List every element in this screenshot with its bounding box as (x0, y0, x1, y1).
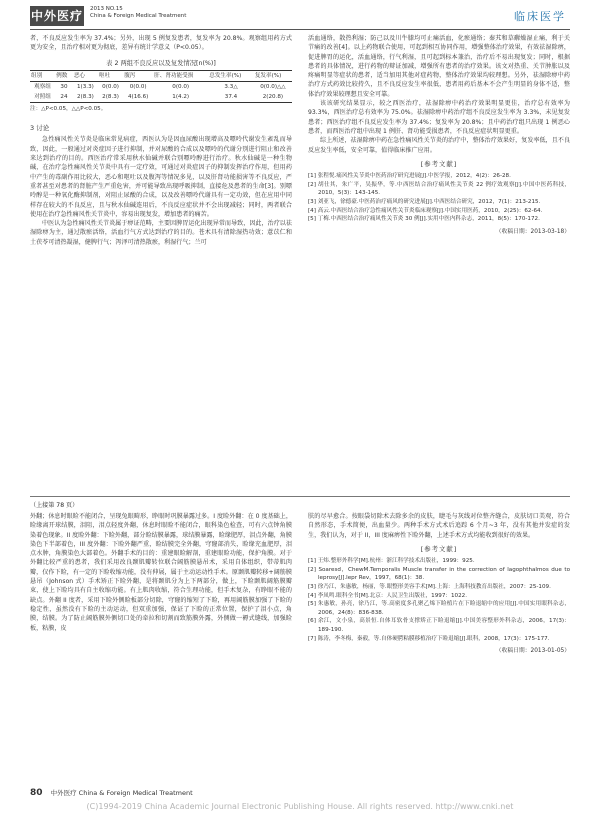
reference-item: [5] 朱惠敏，孙亮，徐乃江，等.高密度多孔聚乙烯下睑植片在下睑退缩中的应用[J].中国实用眼科杂志，2006，24(8)：836-838. (308, 601, 570, 616)
table-header-row (30, 70, 292, 81)
reference-item: [2] 胡仕其，朱广平，吴振华，等.中西医结合治疗痛风性关节炎 22 例疗效观察[J].中国中医药科技，2010，5(3)：143-145. (308, 181, 570, 197)
page-footer (30, 788, 193, 798)
issue-number: 2013 NO.15 (90, 6, 123, 12)
table-cell: 24 (55, 92, 73, 103)
table-header-cell: 例数 (55, 70, 73, 81)
table-cell: 1(3.3) (76, 83, 94, 90)
table-cell: 3.3△ (224, 83, 238, 90)
table-note: 注：△P<0.05，△△P<0.05。 (30, 105, 107, 112)
top-left-column (30, 34, 292, 247)
table-header-cell: 总发生率(%) (208, 70, 254, 81)
reference-item: [4] 高云.中西医结合治疗急性痛风性关节炎临床观察[J].中国实用医药，2010，2(25)：62-64. (308, 207, 543, 214)
reference-item: [3] 刘亚飞，徐德豪.中医药治疗痛风的研究进展[J].中西医结合研究，2012，7(1)：213-215. (308, 198, 541, 205)
discussion-paragraph: 急性痛风性关节炎是临床常见病症，西医认为是因血尿酸出现增高及嘌呤代谢发生紊乱而导致，因此，一般通过对炎症因子进行抑制，并对尿酸的合成以及嘌呤的代谢分别进行阻止和改善来达到治疗的目的。西医治疗常采用秋水仙碱并联合别嘌呤醇进行治疗。秋水仙碱是一种生物碱，在治疗急性痛风性关节炎中具有一定疗效，可通过对炎症因子的抑制发挥治疗作用，但用药中产生的毒副作用比较大，恶心和呕吐以及腹泻等情况多见，以及肝肾功能损害等不良反应，严重者甚至对患者的肾脏产生严重危害，并可能导致出现呼吸抑制，直接危及患者的生命[3]。别嘌呤醇是一种氧化酶抑制剂，对阻止尿酸的合成，以及改善嘌呤代谢具有一定功效，但在应用中同样存在较大的不良反应，且与秋水仙碱连用后，不良反应症状并不会出现减轻；同时，两者联合使用在治疗急性痛风性关节炎中，容易出现复发，增加患者的痛苦。 (30, 136, 292, 218)
received-date: （收稿日期：2013-03-18） (495, 228, 570, 235)
discussion-heading: 3 讨论 (30, 124, 50, 133)
table-cell: 2(20.8) (254, 92, 292, 103)
table-cell: 4(16.6) (123, 92, 153, 103)
table-cell: 0(0.0) (102, 83, 119, 90)
table-cell: 对照组 (30, 92, 55, 103)
bottom-right-column (308, 512, 570, 656)
reference-item: [1] 张程悦.痛风性关节炎中医药治疗研究进展[J].中医学报，2012，4(2)：26-28. (308, 173, 511, 180)
table-row (30, 92, 292, 103)
table-cell: 0(0.0) (172, 83, 190, 90)
header-rule (30, 29, 570, 30)
table-cell: 0(0.0)△△ (260, 83, 286, 90)
discussion-paragraph: 该该研究结果显示，较之西医治疗，祛湿除痹中药治疗效果明显更佳，治疗总有效率为 93.3%，西医治疗总有效率为 75.0%。祛湿除痹中药治疗组不良反应发生率为 3.3%，未见复发患者；西医治疗组不良反应发生率为 37.4%；复发率为 20.8%；且中药治疗组只出现 1 例恶心患者，而西医治疗组中出现 1 例肝、肾功能受损患者，不良反应症状明显更重。 (308, 100, 570, 135)
table-cell: 2(8.3) (73, 92, 98, 103)
references-heading: [参考文献] (420, 159, 458, 168)
results-paragraph: 者，不良反应发生率为 37.4%；另外，出现 5 例复发患者，复发率为 20.8%。观察组用药方式更为安全，且治疗相对更为彻底，差异有统计学意义（P<0.05）。 (30, 35, 292, 52)
reference-item: [2] Soaresd，ChewM.Temporalis Muscle transfer in the correction of lagophthalmos due to leprosy[J].lepr Rev，1997，68(1)：38. (308, 566, 570, 582)
reference-item: [4] 李凤鸣.眼科全书[M].北京：人民卫生出版社，1997：1022. (308, 592, 467, 599)
issue-info (90, 6, 186, 20)
copyright-watermark: (C)1994-2019 China Academic Journal Electronic Publishing House. All rights reserved. http://www.cnki.net (86, 802, 514, 811)
table-cell: 2(8.3) (98, 92, 123, 103)
table-header-cell: 恶心 (73, 70, 98, 81)
received-date: （收稿日期：2013-01-05） (495, 648, 570, 655)
reference-item: [1] 王炜.整形外科学[M].杭州：浙江科学技术出版社，1999：925. (308, 558, 475, 565)
bottom-left-column (30, 512, 292, 633)
article-divider (30, 496, 570, 497)
reference-item: [7] 陈涛，李冬梅，秦毅，等.自体硬腭粘膜移植治疗下睑退缩[J].眼科，2008，17(3)：175-177. (308, 635, 550, 642)
page-header (0, 0, 600, 30)
table-title: 表 2 两组不良反应以及复发情况[n(%)] (106, 59, 216, 67)
table-header-cell: 复发率(%) (254, 70, 292, 81)
top-right-column (308, 34, 570, 237)
article-paragraph: 肤的尽早愈合。按眼袋切除术去除多余的皮肤，睫毛与灰线对位整齐缝合，皮肤切口美观，符合自然形态，手术简便，出血量少。两种手术方式术后追踪 6 个月~3 年，没有其他并发症的发生，我们认为，对于 II，III 度麻痹性下睑外翻，上述手术方式均能收到很好的效果。 (308, 513, 570, 539)
table-header-cell: 肝、肾功能受损 (153, 70, 208, 81)
reference-item: [5] 丁梅.中西医结合治疗痛风性关节炎 30 例[J].实用中医内科杂志，2011，8(5)：170-172. (308, 216, 540, 223)
table-header-cell: 腹泻 (123, 70, 153, 81)
discussion-paragraph: 活血通络，散热利湿；防己以及川牛膝均可止痛活血，化瘀通络；秦艽和草薢燥湿止痛，利于关节痛的改善[4]。以上药物联合使用，可起到相互协同作用，增强整体治疗效果，有效祛湿除痹，促进脾胃的运化，活血通络，行气利湿，且可起到标本兼治，治疗后不易出现复发；同时，根据患者的具体情况，进行药物的辩证加减，增强所有患者的治疗效果。该文对热重、关节肿胀以及疼痛明显等症状的患者，适当加用其他对症药物，整体治疗效果均较理想。另外，祛湿除痹中药治疗方式药效比较持久，且不良反应发生率很低，患者用药后基本不会产生明显的身体不适，整体治疗效果较理想且安全可靠。 (308, 35, 570, 98)
discussion-paragraph: 中医认为急性痛风性关节炎属于痹证范畴，主要因脾胃运化出现异常而导致，因此，治疗以祛湿除痹为主，通过散瘀活络，活血行气方式达到治疗的目的。苍术具有清除湿热功效；薏苡仁和土茯苓可清热凝湿，健脾行气；泻泽可清热散瘀，利湿行气；兰可 (30, 220, 292, 246)
section-tag: 临床医学 (514, 10, 566, 23)
journal-logo: 中外医疗 (30, 6, 84, 26)
reference-item: [6] 余江，文小泉，高景恒.自体耳软骨支撑矫正下睑退缩[J].中国美容整形外科杂志，2006，17(3)：189-190. (308, 618, 570, 633)
continued-from-note: （上接第 78 页） (30, 502, 79, 509)
footer-journal: 中外医疗 China & Foreign Medical Treatment (50, 789, 193, 797)
reference-item: [3] 徐乃江，朱惠敏，杨丽，等.眼整形美容手术[M].上海：上海科技教育出版社，2007：25-109. (308, 583, 551, 590)
table-cell: 37.4 (208, 92, 254, 103)
table-header-cell: 组别 (30, 70, 55, 81)
adverse-reaction-table (30, 70, 292, 103)
journal-english-name: China & Foreign Medical Treatment (90, 13, 187, 19)
table-row (30, 81, 292, 92)
references-heading: [参考文献] (420, 544, 458, 553)
table-header-cell: 呕吐 (98, 70, 123, 81)
table-cell: 30 (60, 83, 68, 90)
conclusion-paragraph: 综上所述，祛湿除痹中药在急性痛风性关节炎的治疗中，整体治疗效果好，复发率低，且不良反应发生率低，安全可靠，值得临床推广应用。 (308, 137, 570, 154)
article-paragraph: 外翻；休息时眼睑不能闭合，呈现兔眼畸形，睁眼时巩膜暴露过多。I 度睑外翻：在 0 度基础上，睑缘离开球结膜，泪阻，泪点轻度外翻，休息时眼睑不能闭合，眼科染色检查，可有六点钟角膜染着色现象。II 度睑外翻：下睑外翻，部分睑结膜暴露，球结膜暴露，睑缘肥厚，泪点外翻，角膜染色下半部着色，III 度外翻：下睑外翻严重，睑结膜完全外翻，穹窿部消失，睑缘充血肥厚，泪点水肿，角膜染色大部着色。外翻手术的目的：重建眼睑解剖，重建眼睑功能，保护角膜。对于外翻比较严重的患者，我们采用改良颞肌瓣转位联合阔筋膜悬吊术，采用自体组织，带蒂肌肉瓣，仅作下睑，有一定的下睑收缩功能，没有伸展，属于主动运动性手术。原颞肌瓣转移+阔筋膜悬吊（Johnson 式）手术矫正下睑外翻，是将颞肌分为上下两部分，做上，下睑颞肌阔筋膜瓣束，使上下睑均具有自主收缩功能。有上肌肉收缩，符合生理功能，但手术复杂，有睁眼不能的缺点。外翻 II 度者，采用下睑外侧睑板部分切除，穹窿的缩短了下睑，再用阔筋膜加强了下睑的稳定性，虽然没有下睑的主动运动，但双重加强，保证了下睑的正常位置，保护了泪小点，角膜，结膜。为了防止阔筋膜外侧切口处的牵拉和切割而致筋膜外露，外侧做一褥式缝线，加强睑板，粘膜，皮 (30, 513, 292, 632)
page-number: 80 (30, 788, 43, 798)
table-cell: 观察组 (34, 83, 51, 90)
table-cell: 0(0.0) (129, 83, 147, 90)
table-cell: 1(4.2) (153, 92, 208, 103)
